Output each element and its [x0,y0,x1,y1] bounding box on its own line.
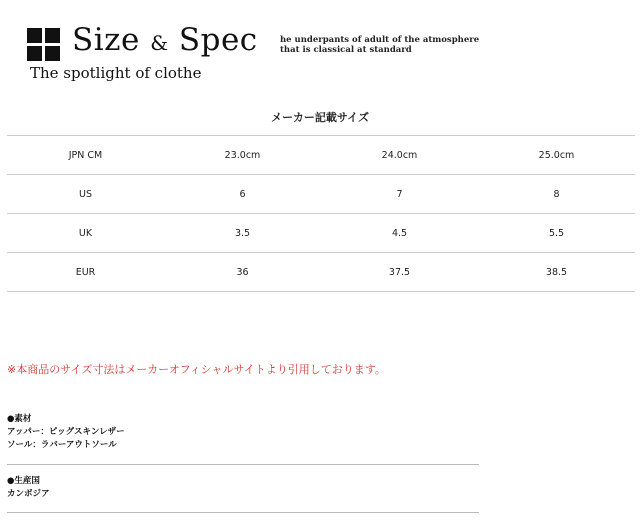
table-cell: 37.5 [321,253,478,292]
table-cell: 3.5 [164,214,321,253]
origin-label: ●生産国 [7,476,40,486]
brand-title-word1: Size [72,22,140,58]
brand-subtitle: The spotlight of clothe [30,64,202,82]
material-sole: ソール：ラバーアウトソール [7,440,117,450]
tagline-line-2: that is classical at standard [280,45,412,55]
table-row [7,175,635,214]
brand-title [72,22,258,58]
table-row-header: EUR [7,253,164,292]
brand-title-word2: Spec [178,22,258,58]
size-table-title: メーカー記載サイズ [271,111,369,124]
table-cell: 4.5 [321,214,478,253]
tagline-line-1: he underpants of adult of the atmosphere [280,35,480,45]
table-row-header: UK [7,214,164,253]
logo-squares-icon [27,28,61,62]
table-cell: 23.0cm [164,136,321,175]
table-cell: 36 [164,253,321,292]
table-cell: 38.5 [478,253,635,292]
material-label: ●素材 [7,414,32,424]
table-cell: 7 [321,175,478,214]
header [0,0,640,95]
table-row-header: JPN CM [7,136,164,175]
table-row [7,214,635,253]
table-cell: 25.0cm [478,136,635,175]
brand-title-amp: & [150,31,169,55]
origin-value: カンボジア [7,489,50,499]
size-note: ※本商品のサイズ寸法はメーカーオフィシャルサイトより引用しております。 [7,363,386,376]
table-cell: 5.5 [478,214,635,253]
material-upper: アッパー：ピッグスキンレザー [7,427,125,437]
table-row [7,253,635,292]
material-section [7,413,479,452]
table-row-header: US [7,175,164,214]
table-cell: 8 [478,175,635,214]
divider [7,464,479,465]
table-row [7,136,635,175]
origin-section [7,475,479,501]
table-cell: 24.0cm [321,136,478,175]
tagline [280,35,479,55]
table-cell: 6 [164,175,321,214]
divider [7,512,479,513]
size-table [7,135,635,292]
